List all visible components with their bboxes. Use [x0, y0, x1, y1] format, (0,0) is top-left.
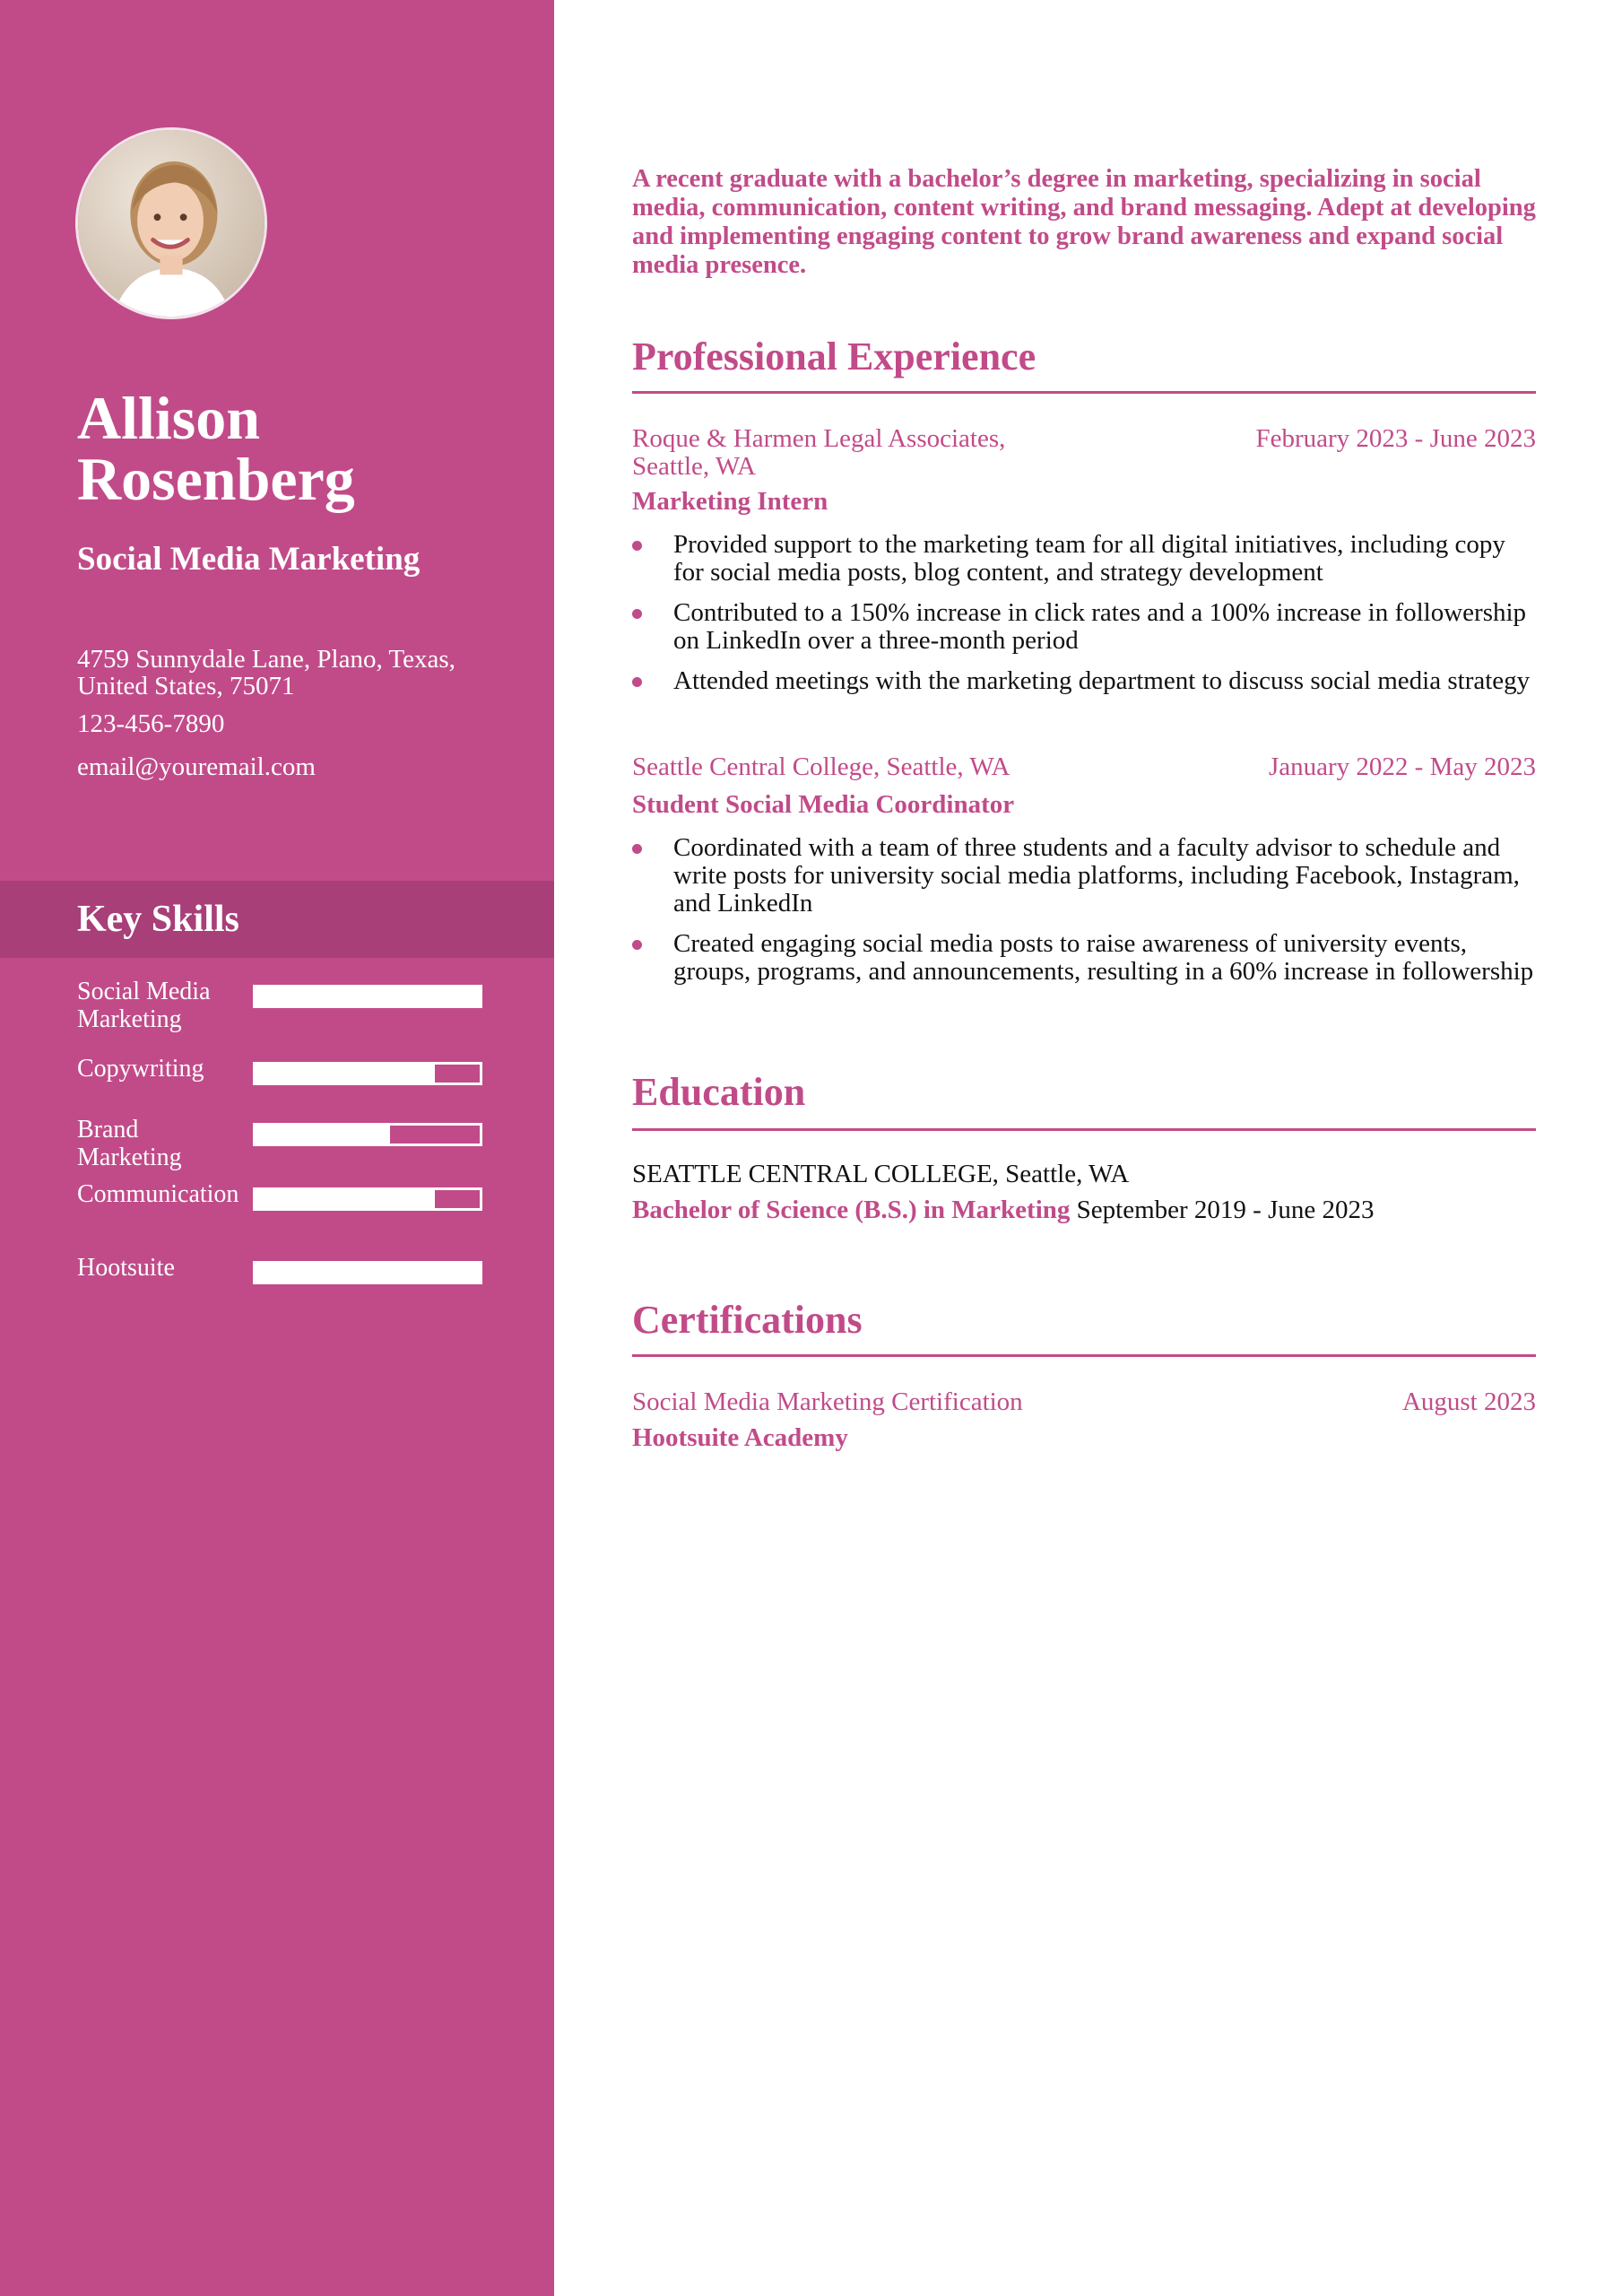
- list-item: Provided support to the marketing team for all digital initiatives, including copy for social media posts, blog content, and strategy development: [632, 531, 1536, 587]
- education-degree-line: [632, 1195, 1374, 1225]
- job-bullets: [632, 834, 1536, 998]
- job-dates: February 2023 - June 2023: [1255, 424, 1536, 453]
- skills-title: Key Skills: [77, 899, 239, 940]
- list-item: Created engaging social media posts to raise awareness of university events, groups, programs, and announcements, resulting in a 60% increase in followership: [632, 930, 1536, 986]
- section-title-education: Education: [632, 1070, 806, 1114]
- bullet-dot: [632, 940, 642, 950]
- address: 4759 Sunnydale Lane, Plano, Texas, United States, 75071: [77, 645, 455, 700]
- bullet-dot: [632, 541, 642, 551]
- job-company: Seattle Central College, Seattle, WA: [632, 752, 1010, 781]
- job-company: Roque & Harmen Legal Associates, Seattle, WA: [632, 424, 1006, 481]
- certification-name: Social Media Marketing Certification: [632, 1387, 1023, 1416]
- skill-name: Social Media Marketing: [77, 978, 211, 1033]
- summary: A recent graduate with a bachelor’s degree in marketing, specializing in social media, communication, content writing, and brand messaging. Adept at developing and implementing engaging content to grow brand awareness and expand social media presence.: [632, 165, 1536, 279]
- skill-name: Hootsuite: [77, 1254, 175, 1282]
- bullet-dot: [632, 609, 642, 619]
- candidate-name: Allison Rosenberg: [77, 384, 355, 513]
- list-item: Coordinated with a team of three students and a faculty advisor to schedule and write posts for university social media platforms, including Facebook, Instagram, and LinkedIn: [632, 834, 1536, 918]
- skill-name: Brand Marketing: [77, 1116, 182, 1171]
- list-item: Contributed to a 150% increase in click rates and a 100% increase in followership on LinkedIn over a three-month period: [632, 599, 1536, 655]
- skill-name: Copywriting: [77, 1055, 204, 1083]
- section-title-certifications: Certifications: [632, 1298, 863, 1342]
- bullet-dot: [632, 677, 642, 687]
- education-school: SEATTLE CENTRAL COLLEGE, Seattle, WA: [632, 1160, 1130, 1188]
- section-title-experience: Professional Experience: [632, 335, 1037, 378]
- section-divider: [632, 1354, 1536, 1357]
- skill-name: Communication: [77, 1180, 239, 1208]
- certification-issuer: Hootsuite Academy: [632, 1423, 848, 1452]
- bullet-dot: [632, 844, 642, 854]
- job-bullets: [632, 531, 1536, 708]
- section-divider: [632, 391, 1536, 394]
- job-position: Marketing Intern: [632, 487, 828, 516]
- job-title: Social Media Marketing: [77, 541, 421, 578]
- education-dates: September 2019 - June 2023: [1076, 1196, 1375, 1224]
- job-position: Student Social Media Coordinator: [632, 790, 1015, 819]
- section-divider: [632, 1128, 1536, 1131]
- certification-date: August 2023: [1401, 1387, 1536, 1416]
- email: email@youremail.com: [77, 752, 316, 781]
- job-dates: January 2022 - May 2023: [1268, 752, 1536, 781]
- education-degree: Bachelor of Science (B.S.) in Marketing: [632, 1196, 1071, 1224]
- phone: 123-456-7890: [77, 709, 225, 738]
- list-item: Attended meetings with the marketing department to discuss social media strategy: [632, 667, 1536, 695]
